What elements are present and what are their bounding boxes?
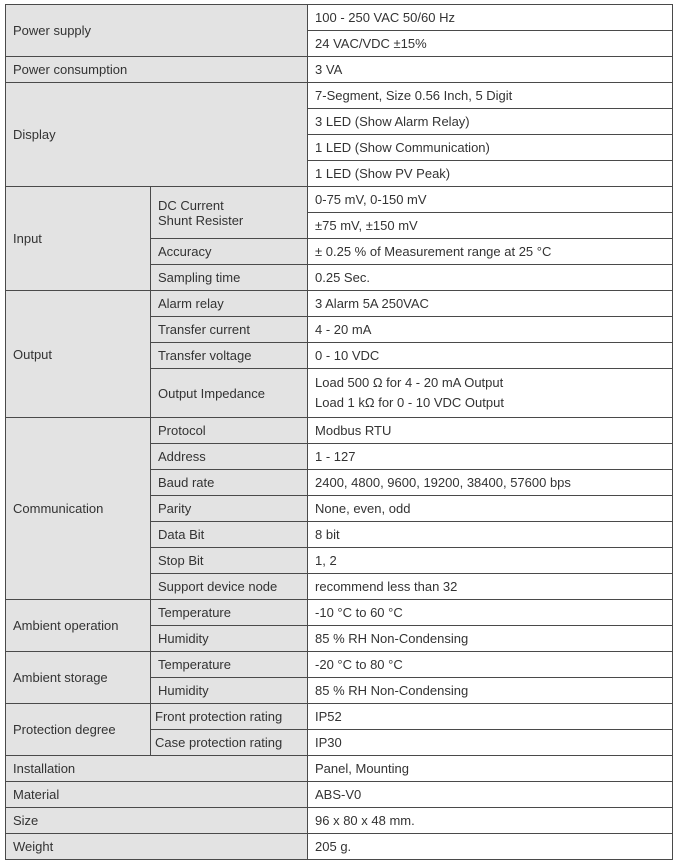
output-impedance-line2: Load 1 kΩ for 0 - 10 VDC Output <box>315 395 504 410</box>
power-supply-dc-value: 24 VAC/VDC ±15% <box>308 31 673 57</box>
weight-label: Weight <box>6 834 308 860</box>
protocol-label: Protocol <box>151 418 308 444</box>
dc-current-range-value: 0-75 mV, 0-150 mV <box>308 187 673 213</box>
size-value: 96 x 80 x 48 mm. <box>308 808 673 834</box>
dc-current-label <box>151 187 308 239</box>
spec-table <box>5 4 673 860</box>
power-consumption-value: 3 VA <box>308 57 673 83</box>
stop-bit-value: 1, 2 <box>308 548 673 574</box>
ambient-operation-label: Ambient operation <box>6 600 151 652</box>
installation-value: Panel, Mounting <box>308 756 673 782</box>
case-protection-value: IP30 <box>308 730 673 756</box>
installation-label: Installation <box>6 756 308 782</box>
table-row <box>6 5 673 31</box>
dc-current-label-line1: DC Current <box>158 197 224 213</box>
support-device-node-value: recommend less than 32 <box>308 574 673 600</box>
output-impedance-value <box>308 369 673 418</box>
dc-current-bipolar-value: ±75 mV, ±150 mV <box>308 213 673 239</box>
table-row <box>6 782 673 808</box>
alarm-relay-label: Alarm relay <box>151 291 308 317</box>
baud-rate-value: 2400, 4800, 9600, 19200, 38400, 57600 bps <box>308 470 673 496</box>
parity-value: None, even, odd <box>308 496 673 522</box>
protection-degree-label: Protection degree <box>6 704 151 756</box>
input-label: Input <box>6 187 151 291</box>
transfer-current-label: Transfer current <box>151 317 308 343</box>
operation-humidity-label: Humidity <box>151 626 308 652</box>
address-value: 1 - 127 <box>308 444 673 470</box>
table-row <box>6 652 673 678</box>
table-row <box>6 83 673 109</box>
display-peak-led-value: 1 LED (Show PV Peak) <box>308 161 673 187</box>
storage-temperature-label: Temperature <box>151 652 308 678</box>
output-impedance-label: Output Impedance <box>151 369 308 418</box>
material-label: Material <box>6 782 308 808</box>
stop-bit-label: Stop Bit <box>151 548 308 574</box>
display-segment-value: 7-Segment, Size 0.56 Inch, 5 Digit <box>308 83 673 109</box>
size-label: Size <box>6 808 308 834</box>
transfer-voltage-label: Transfer voltage <box>151 343 308 369</box>
data-bit-value: 8 bit <box>308 522 673 548</box>
accuracy-value: ± 0.25 % of Measurement range at 25 °C <box>308 239 673 265</box>
storage-humidity-value: 85 % RH Non-Condensing <box>308 678 673 704</box>
data-bit-label: Data Bit <box>151 522 308 548</box>
sampling-time-label: Sampling time <box>151 265 308 291</box>
output-label: Output <box>6 291 151 418</box>
operation-humidity-value: 85 % RH Non-Condensing <box>308 626 673 652</box>
table-row <box>6 187 673 213</box>
weight-value: 205 g. <box>308 834 673 860</box>
ambient-storage-label: Ambient storage <box>6 652 151 704</box>
display-alarm-led-value: 3 LED (Show Alarm Relay) <box>308 109 673 135</box>
transfer-current-value: 4 - 20 mA <box>308 317 673 343</box>
power-supply-label: Power supply <box>6 5 308 57</box>
parity-label: Parity <box>151 496 308 522</box>
operation-temperature-value: -10 °C to 60 °C <box>308 600 673 626</box>
front-protection-value: IP52 <box>308 704 673 730</box>
operation-temperature-label: Temperature <box>151 600 308 626</box>
table-row <box>6 57 673 83</box>
sampling-time-value: 0.25 Sec. <box>308 265 673 291</box>
storage-humidity-label: Humidity <box>151 678 308 704</box>
dc-current-label-line2: Shunt Resister <box>158 212 244 228</box>
table-row <box>6 418 673 444</box>
front-protection-label: Front protection rating <box>151 704 308 730</box>
output-impedance-line1: Load 500 Ω for 4 - 20 mA Output <box>315 375 504 390</box>
power-consumption-label: Power consumption <box>6 57 308 83</box>
case-protection-label: Case protection rating <box>151 730 308 756</box>
power-supply-ac-value: 100 - 250 VAC 50/60 Hz <box>308 5 673 31</box>
table-row <box>6 291 673 317</box>
display-comm-led-value: 1 LED (Show Communication) <box>308 135 673 161</box>
table-row <box>6 756 673 782</box>
protocol-value: Modbus RTU <box>308 418 673 444</box>
baud-rate-label: Baud rate <box>151 470 308 496</box>
transfer-voltage-value: 0 - 10 VDC <box>308 343 673 369</box>
material-value: ABS-V0 <box>308 782 673 808</box>
storage-temperature-value: -20 °C to 80 °C <box>308 652 673 678</box>
address-label: Address <box>151 444 308 470</box>
communication-label: Communication <box>6 418 151 600</box>
support-device-node-label: Support device node <box>151 574 308 600</box>
alarm-relay-value: 3 Alarm 5A 250VAC <box>308 291 673 317</box>
table-row <box>6 808 673 834</box>
table-row <box>6 704 673 730</box>
table-row <box>6 600 673 626</box>
display-label: Display <box>6 83 308 187</box>
accuracy-label: Accuracy <box>151 239 308 265</box>
